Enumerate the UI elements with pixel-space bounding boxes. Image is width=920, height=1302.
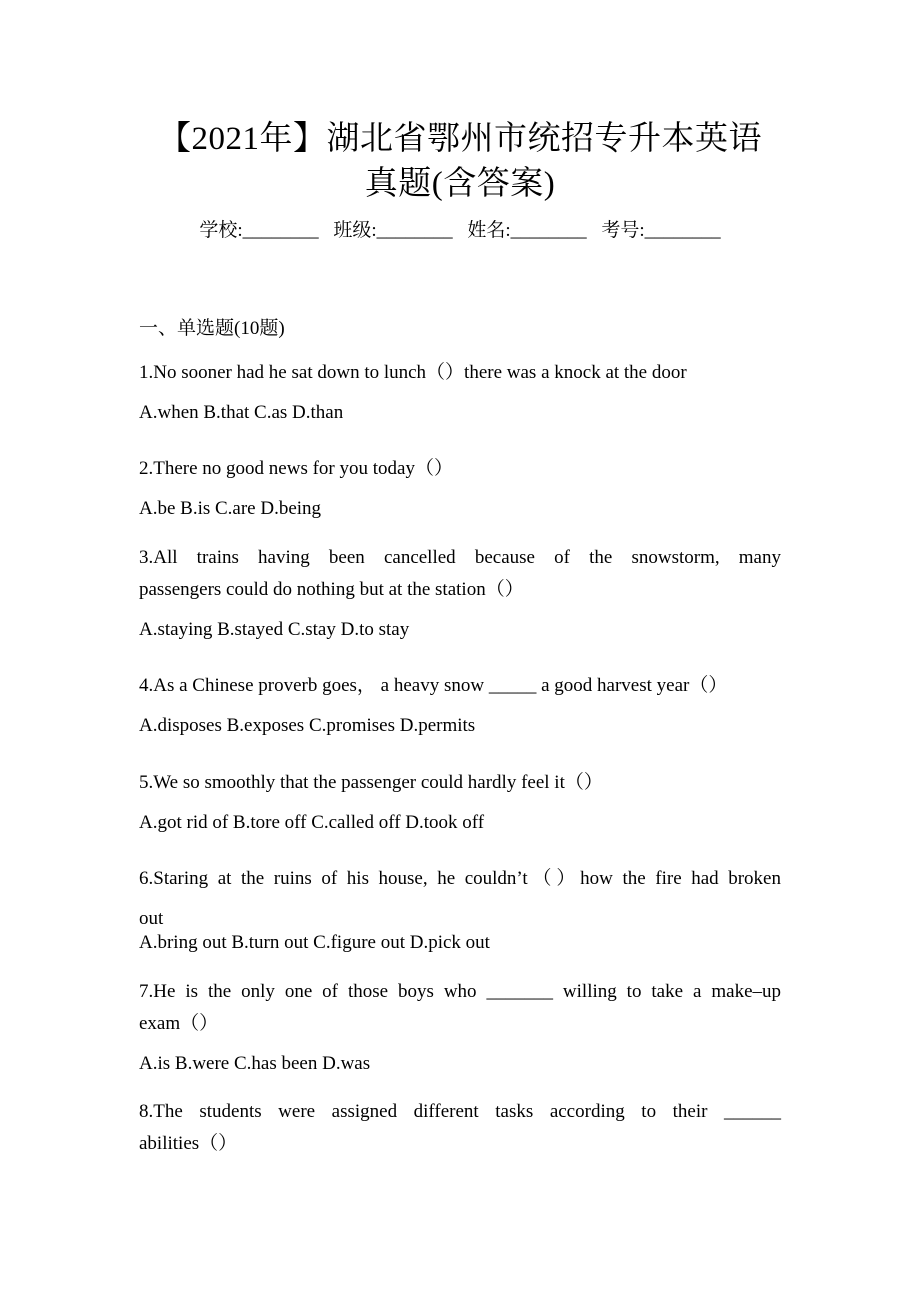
question-1-options: A.when B.that C.as D.than [139,402,344,423]
question-6-text-line-2: out [139,908,164,929]
question-4-options: A.disposes B.exposes C.promises D.permits [139,715,476,736]
document-title-line-1: 【2021年】湖北省鄂州市统招专升本英语 [158,121,762,157]
question-6-text-line-1: 6.Staring at the ruins of his house, he couldn’t（）how the fire had broken [139,868,781,889]
question-3-text-line-2: passengers could do nothing but at the station（） [139,579,524,600]
section-heading: 一、单选题(10题) [139,318,285,339]
question-6-options: A.bring out B.turn out C.figure out D.pick out [139,932,490,953]
question-3-options: A.staying B.stayed C.stay D.to stay [139,619,410,640]
question-2-options: A.be B.is C.are D.being [139,498,322,519]
question-8-text-line-2: abilities（） [139,1133,238,1154]
question-1-text: 1.No sooner had he sat down to lunch（）there was a knock at the door [139,362,687,383]
question-7-text-line-2: exam（） [139,1013,219,1034]
question-4-text: 4.As a Chinese proverb goes， a heavy snow _____ a good harvest year（） [139,675,728,696]
school-field: 学校:________ [199,220,319,241]
question-2-text: 2.There no good news for you today（） [139,458,453,479]
number-field: 考号:________ [601,220,721,241]
name-field: 姓名:________ [467,220,587,241]
question-5-text: 5.We so smoothly that the passenger could hardly feel it（） [139,772,603,793]
question-8-text-line-1: 8.The students were assigned different tasks according to their ______ [139,1101,781,1122]
question-3-text-line-1: 3.All trains having been cancelled because of the snowstorm, many [139,547,781,568]
document-title-line-2: 真题(含答案) [364,166,556,202]
question-7-text-line-1: 7.He is the only one of those boys who _______ willing to take a make–up [139,981,781,1002]
class-field: 班级:________ [333,220,453,241]
question-5-options: A.got rid of B.tore off C.called off D.took off [139,812,485,833]
student-info-row [120,215,800,242]
question-7-options: A.is B.were C.has been D.was [139,1053,371,1074]
